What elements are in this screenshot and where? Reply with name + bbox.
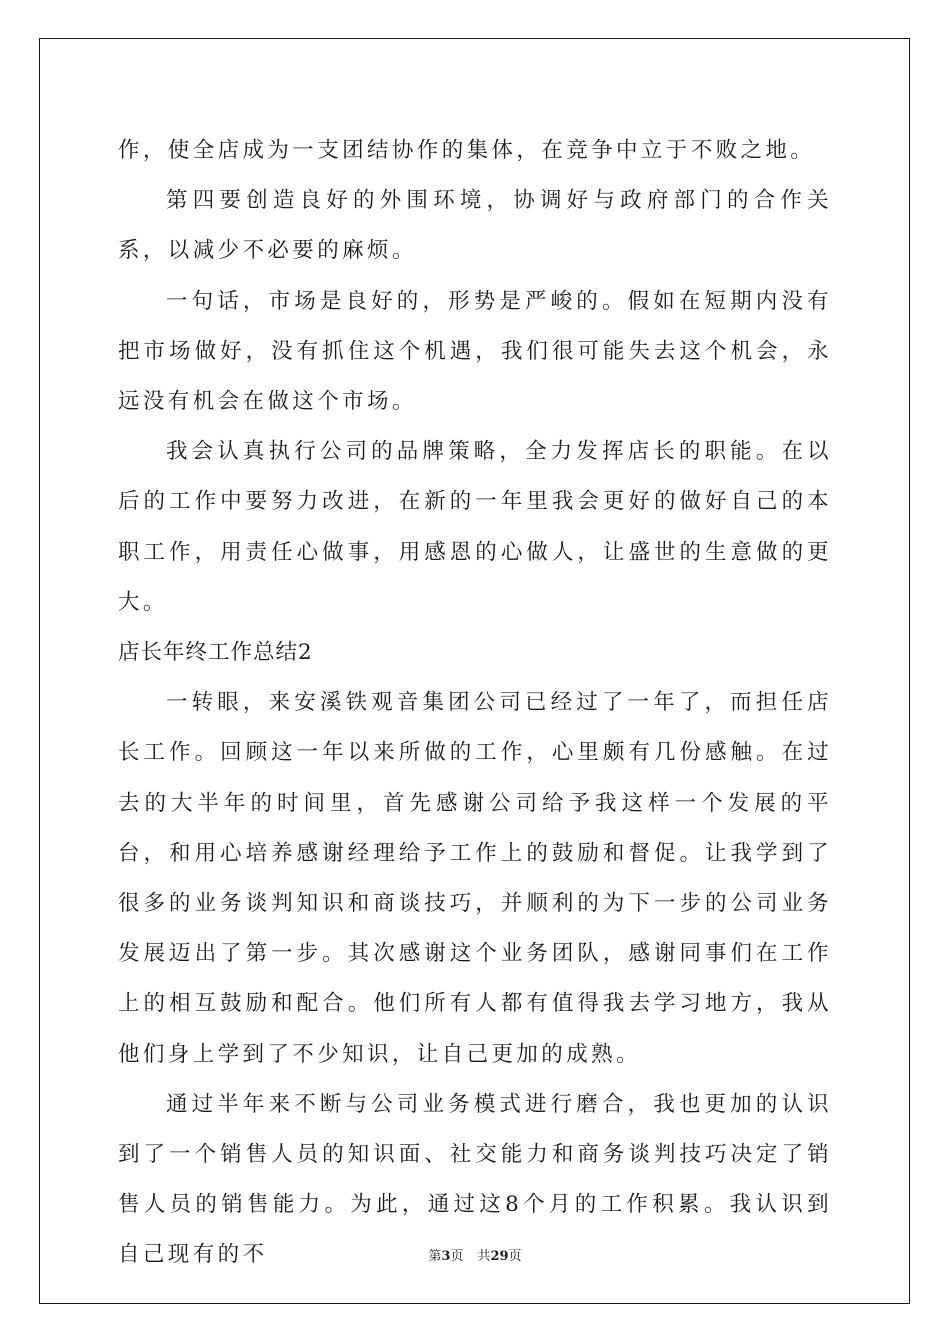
footer-page-suffix: 页 [450, 1249, 464, 1264]
footer-prefix: 第 [428, 1249, 442, 1264]
footer-total-pages: 29 [490, 1249, 509, 1264]
section-heading: 店长年终工作总结2 [118, 640, 313, 666]
paragraph-6: 通过半年来不断与公司业务模式进行磨合，我也更加的认识到了一个销售人员的知识面、社交能力和商务谈判技巧决定了销售人员的销售能力。为此，通过这8个月的工作积累。我认识到自己现有的不 [118, 1091, 832, 1268]
paragraph-1: 作，使全店成为一支团结协作的集体，在竞争中立于不败之地。 [118, 138, 816, 163]
paragraph-5: 一转眼，来安溪铁观音集团公司已经过了一年了，而担任店长工作。回顾这一年以来所做的工作，心里颇有几份感触。在过去的大半年的时间里，首先感谢公司给予我这样一个发展的平台，和用心培养感谢经理给予工作上的鼓励和督促。让我学到了很多的业务谈判知识和商谈技巧，并顺利的为下一步的公司业务发展迈出了第一步。其次感谢这个业务团队，感谢同事们在工作上的相互鼓励和配合。他们所有人都有值得我去学习地方，我从他们身上学到了不少知识，让自己更加的成熟。 [118, 690, 832, 1067]
page-footer [0, 1245, 950, 1264]
paragraph-4: 我会认真执行公司的品牌策略，全力发挥店长的职能。在以后的工作中要努力改进，在新的一年里我会更好的做好自己的本职工作，用责任心做事，用感恩的心做人，让盛世的生意做的更大。 [118, 439, 832, 615]
footer-page-number: 3 [441, 1249, 451, 1264]
footer-total-prefix: 共 [477, 1249, 491, 1264]
paragraph-2: 第四要创造良好的外围环境，协调好与政府部门的合作关系，以减少不必要的麻烦。 [118, 188, 832, 264]
footer-total-suffix: 页 [508, 1249, 522, 1264]
paragraph-3: 一句话，市场是良好的，形势是严峻的。假如在短期内没有把市场做好，没有抓住这个机遇，我们很可能失去这个机会，永远没有机会在做这个市场。 [118, 288, 832, 415]
document-body [118, 126, 832, 1281]
